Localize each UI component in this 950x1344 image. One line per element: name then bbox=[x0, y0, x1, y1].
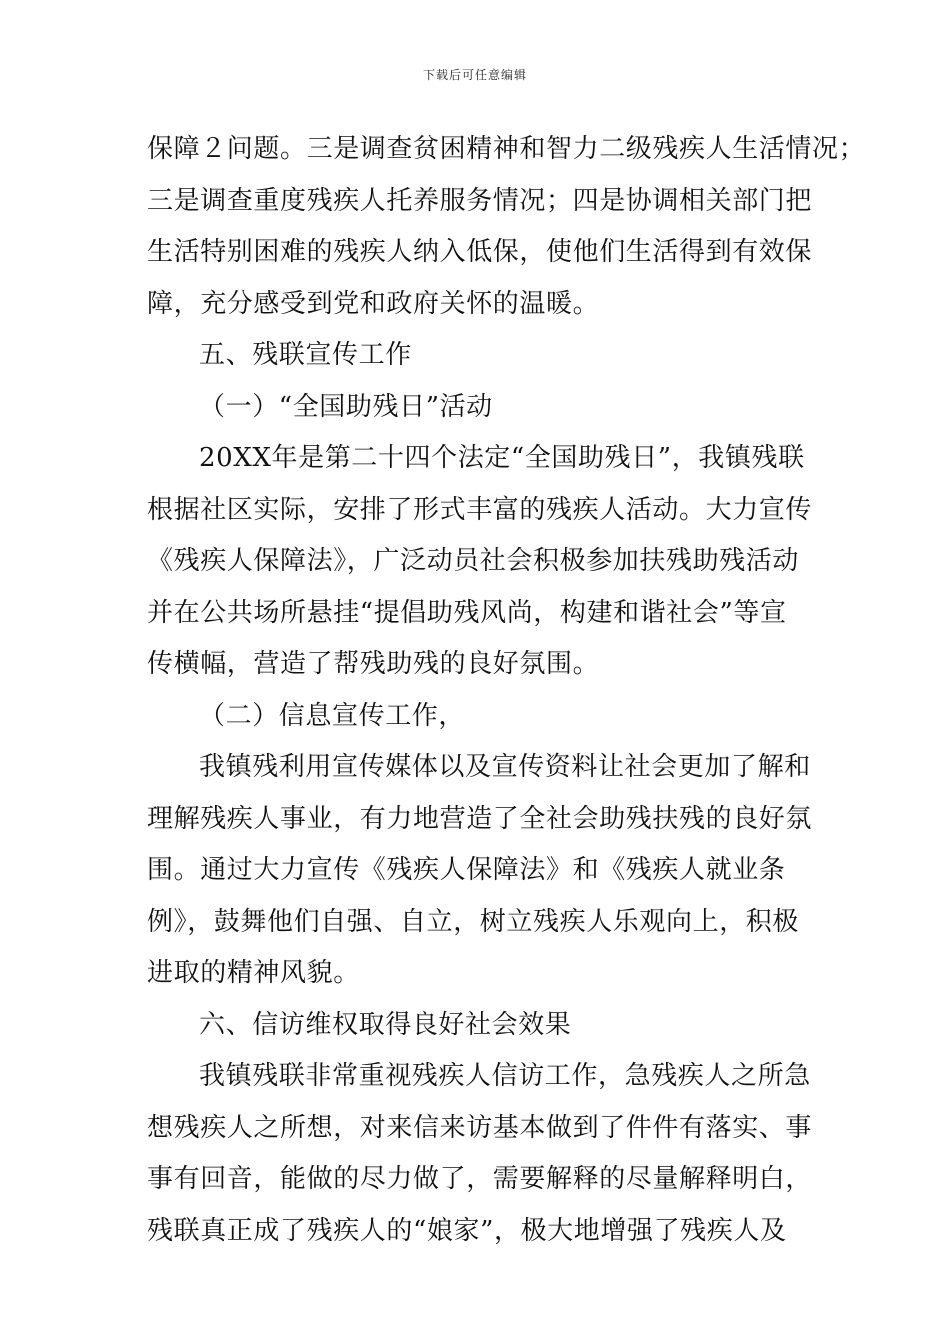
text-line: 围。通过大力宣传《残疾人保障法》和《残疾人就业条 bbox=[147, 855, 786, 885]
section-heading: 五、残联宣传工作 bbox=[199, 340, 412, 370]
text-line: 保障２问题。三是调查贫困精神和智力二级残疾人生活情况； bbox=[147, 134, 866, 164]
section-heading: 六、信访维权取得良好社会效果 bbox=[199, 1009, 572, 1040]
text-line: 生活特别困难的残疾人纳入低保，使他们生活得到有效保 bbox=[147, 237, 813, 267]
text-line: 进取的精神风貌。 bbox=[147, 958, 360, 988]
document-body bbox=[147, 124, 866, 1257]
text-line: 我镇残利用宣传媒体以及宣传资料让社会更加了解和 bbox=[199, 752, 811, 782]
text-line: 例》，鼓舞他们自强、自立，树立残疾人乐观向上，积极 bbox=[147, 906, 800, 937]
text-line: 传横幅，营造了帮残助残的良好氛围。 bbox=[147, 649, 600, 679]
subsection-heading: （二）信息宣传工作， bbox=[199, 700, 466, 731]
text-line: 障，充分感受到党和政府关怀的温暖。 bbox=[147, 288, 600, 319]
text-line: 并在公共场所悬挂“提倡助残风尚，构建和谐社会”等宣 bbox=[147, 597, 787, 628]
text-line: 根据社区实际，安排了形式丰富的残疾人活动。大力宣传 bbox=[147, 494, 813, 525]
text-line: 残联真正成了残疾人的“娘家”，极大地增强了残疾人及 bbox=[147, 1215, 787, 1246]
text-line: 我镇残联非常重视残疾人信访工作，急残疾人之所急 bbox=[199, 1061, 811, 1091]
text-line: 事有回音，能做的尽力做了，需要解释的尽量解释明白， bbox=[147, 1164, 813, 1194]
subsection-heading: （一）“全国助残日”活动 bbox=[199, 391, 493, 422]
text-line: 理解残疾人事业，有力地营造了全社会助残扶残的良好氛 bbox=[147, 803, 813, 834]
text-line: 三是调查重度残疾人托养服务情况；四是协调相关部门把 bbox=[147, 185, 813, 216]
text-line: 《残疾人保障法》，广泛动员社会积极参加扶残助残活动 bbox=[147, 546, 800, 576]
text-line: 想残疾人之所想，对来信来访基本做到了件件有落实、事 bbox=[147, 1112, 813, 1143]
text-line: 20XX年是第二十四个法定“全国助残日”，我镇残联 bbox=[199, 443, 805, 473]
header-note: 下载后可任意编辑 bbox=[422, 68, 527, 82]
